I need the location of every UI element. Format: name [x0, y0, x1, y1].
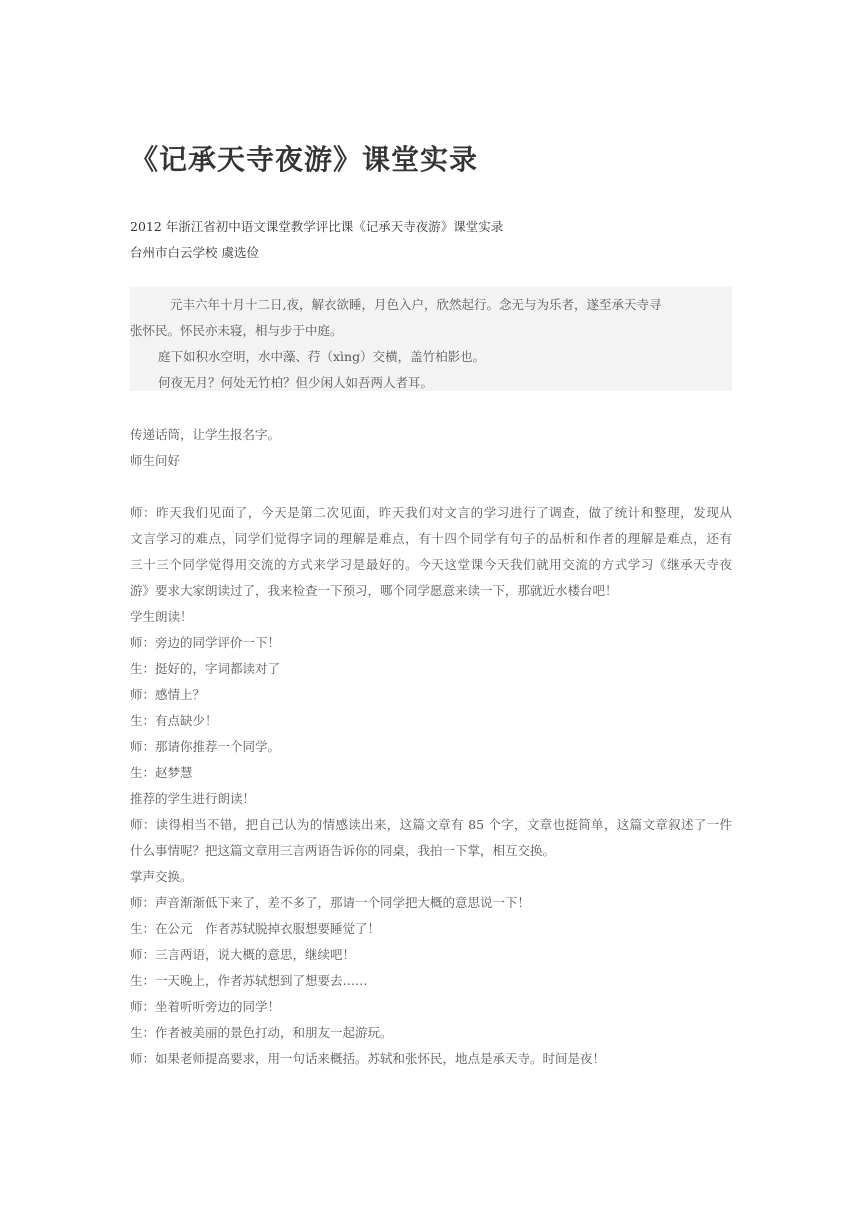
transcript-line: 生：在公元 作者苏轼脱掉衣服想要睡觉了！: [130, 921, 381, 936]
source-text-line: 张怀民。怀民亦未寝，相与步于中庭。: [130, 323, 343, 338]
author-line: 台州市白云学校 虞选俭: [130, 245, 259, 260]
transcript-line: 生：赵梦慧: [130, 765, 193, 780]
transcript-line: 学生朗读！: [130, 609, 193, 624]
transcript-line: 师：那请你推荐一个同学。: [130, 739, 281, 754]
transcript-line: 师：声音渐渐低下来了，差不多了，那请一个同学把大概的意思说一下！: [130, 895, 531, 910]
transcript-line: 师：读得相当不错，把自己认为的情感读出来，这篇文章有 85 个字，文章也挺简单，这篇文章叙述了一件: [130, 817, 732, 832]
transcript-line: 师：如果老师提高要求，用一句话来概括。苏轼和张怀民，地点是承天寺。时间是夜！: [130, 1051, 606, 1066]
transcript-line: 推荐的学生进行朗读！: [130, 791, 256, 806]
transcript-line: 师：旁边的同学评价一下！: [130, 635, 281, 650]
transcript-line: 什么事情呢？把这篇文章用三言两语告诉你的同桌，我拍一下掌，相互交换。: [130, 843, 556, 858]
transcript-line: 生：作者被美丽的景色打动，和朋友一起游玩。: [130, 1025, 393, 1040]
transcript-line: 生：一天晚上，作者苏轼想到了想要去……: [130, 973, 368, 988]
transcript-line: 师：坐着听听旁边的同学！: [130, 999, 281, 1014]
transcript-line: 游》要求大家朗读过了，我来检查一下预习，哪个同学愿意来读一下，那就近水楼台吧！: [130, 583, 618, 598]
source-text-line: 元丰六年十月十二日,夜，解衣欲睡，月色入户，欣然起行。念无与为乐者，遂至承天寺寻: [170, 297, 662, 312]
intro-line: 传递话筒，让学生报名字。: [130, 427, 281, 442]
transcript-line: 师：昨天我们见面了，今天是第二次见面，昨天我们对文言的学习进行了调查，做了统计和整理，发现从: [130, 505, 732, 520]
transcript-line: 生：挺好的，字词都读对了: [130, 661, 281, 676]
source-text-line: 庭下如积水空明，水中藻、荇（xìng）交横，盖竹柏影也。: [158, 349, 486, 364]
intro-line: 师生问好: [130, 453, 181, 468]
transcript-line: 三十三个同学觉得用交流的方式来学习是最好的。今天这堂课今天我们就用交流的方式学习《继承天寺夜: [130, 557, 732, 572]
transcript-line: 生：有点缺少！: [130, 713, 218, 728]
transcript-line: 文言学习的难点，同学们觉得字词的理解是难点，有十四个同学有句子的品析和作者的理解是难点，还有: [130, 531, 732, 546]
subtitle-line: 2012 年浙江省初中语文课堂教学评比课《记承天寺夜游》课堂实录: [130, 219, 504, 234]
document-title: 《记承天寺夜游》课堂实录: [130, 143, 479, 176]
transcript-line: 师：感情上？: [130, 687, 206, 702]
source-text-line: 何夜无月？何处无竹柏？但少闲人如吾两人者耳。: [158, 375, 434, 390]
transcript-line: 师：三言两语，说大概的意思，继续吧！: [130, 947, 356, 962]
source-text-block: [130, 287, 732, 391]
transcript-line: 掌声交换。: [130, 869, 193, 884]
